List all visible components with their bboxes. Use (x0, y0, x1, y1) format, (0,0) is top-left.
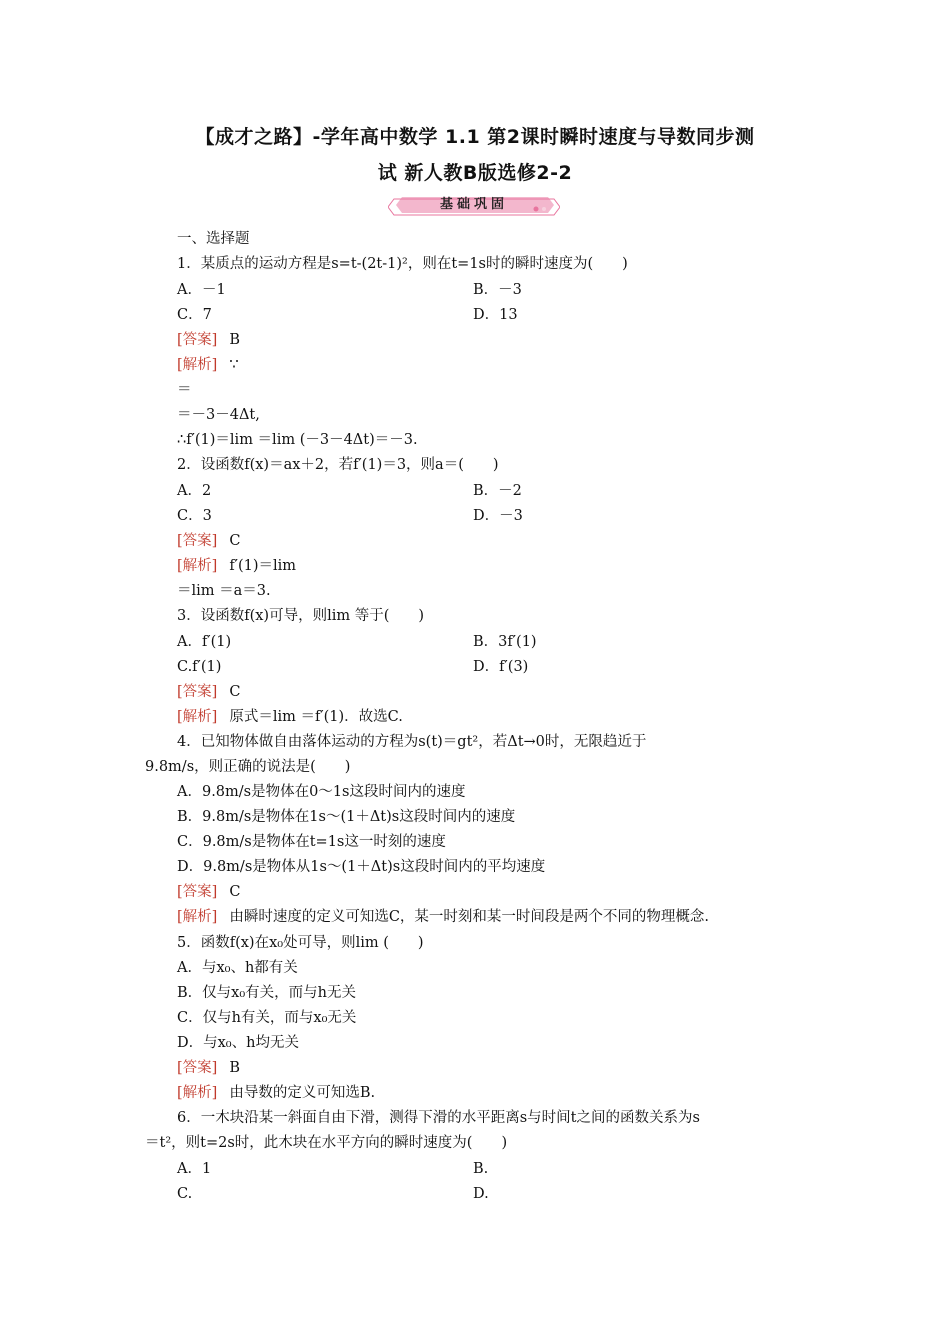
question-1-analysis-2: ＝ (177, 382, 192, 398)
answer-tag: [答案] (177, 332, 218, 348)
question-4-option-a: A．9.8m/s是物体在0～1s这段时间内的速度 (177, 784, 466, 800)
question-4-option-d: D．9.8m/s是物体从1s～(1＋Δt)s这段时间内的平均速度 (177, 859, 546, 875)
answer-tag: [答案] (177, 533, 218, 549)
question-1-analysis-1: ∵ (229, 357, 239, 373)
question-4-option-b: B．9.8m/s是物体在1s～(1＋Δt)s这段时间内的速度 (177, 809, 516, 825)
question-3-option-a: A．f′(1) (177, 634, 232, 650)
answer-tag: [答案] (177, 1060, 218, 1076)
question-5-answer: B (229, 1060, 240, 1076)
question-2-stem: 2．设函数f(x)＝ax＋2，若f′(1)＝3，则a＝( ) (177, 457, 499, 473)
question-2-answer: C (229, 533, 241, 549)
question-2-analysis-2: ＝lim ＝a＝3. (177, 583, 271, 599)
analysis-tag: [解析] (177, 1085, 218, 1101)
question-1-stem: 1．某质点的运动方程是s=t-(2t-1)²，则在t=1s时的瞬时速度为( ) (177, 256, 628, 272)
question-2-option-a: A．2 (177, 483, 212, 499)
question-3-answer: C (229, 684, 241, 700)
question-5-option-d: D．与x₀、h均无关 (177, 1035, 299, 1051)
question-2-option-c: C．3 (177, 508, 212, 524)
document-title-line2: 试 新人教B版选修2-2 (377, 162, 573, 184)
question-1-option-c: C．7 (177, 307, 212, 323)
analysis-tag: [解析] (177, 558, 218, 574)
question-6-option-c: C. (177, 1186, 193, 1202)
question-3-option-b: B．3f′(1) (473, 634, 537, 650)
section-banner (388, 195, 560, 217)
question-4-stem-line2: 9.8m/s，则正确的说法是( ) (145, 759, 351, 775)
question-1-option-a: A．－1 (177, 282, 226, 298)
answer-tag: [答案] (177, 684, 218, 700)
question-2-analysis-1: f′(1)＝lim (229, 558, 297, 574)
question-1-answer-line (177, 330, 240, 350)
question-2-option-b: B．－2 (473, 483, 522, 499)
answer-tag: [答案] (177, 884, 218, 900)
question-3-option-c: C.f′(1) (177, 659, 222, 675)
question-3-stem: 3．设函数f(x)可导，则lim 等于( ) (177, 608, 425, 624)
question-2-analysis-line (177, 556, 296, 576)
question-3-option-d: D．f′(3) (473, 659, 529, 675)
question-1-analysis-3: ＝－3－4Δt, (177, 407, 260, 423)
question-6-stem-line2: ＝t²，则t=2s时，此木块在水平方向的瞬时速度为( ) (145, 1135, 508, 1151)
question-3-analysis-line (177, 707, 403, 727)
question-4-option-c: C．9.8m/s是物体在t=1s这一时刻的速度 (177, 834, 446, 850)
question-1-analysis-4: ∴f′(1)＝lim ＝lim (－3－4Δt)＝－3. (177, 432, 418, 448)
question-2-answer-line (177, 531, 240, 551)
question-1-option-d: D．13 (473, 307, 518, 323)
analysis-tag: [解析] (177, 909, 218, 925)
analysis-tag: [解析] (177, 709, 218, 725)
question-5-stem: 5．函数f(x)在x₀处可导，则lim ( ) (177, 935, 424, 951)
section-heading: 一、选择题 (177, 231, 250, 247)
question-5-analysis-1: 由导数的定义可知选B. (229, 1085, 376, 1101)
question-6-option-a: A．1 (177, 1161, 212, 1177)
question-5-option-c: C．仅与h有关，而与x₀无关 (177, 1010, 357, 1026)
question-4-answer-line (177, 882, 240, 902)
question-6-option-b: B. (473, 1161, 489, 1177)
question-1-answer: B (229, 332, 240, 348)
question-5-answer-line (177, 1058, 240, 1078)
question-6-stem-line1: 6．一木块沿某一斜面自由下滑，测得下滑的水平距离s与时间t之间的函数关系为s (177, 1110, 700, 1126)
question-6-option-d: D. (473, 1186, 489, 1202)
question-3-answer-line (177, 682, 240, 702)
question-4-analysis-line (177, 907, 709, 927)
question-4-answer: C (229, 884, 241, 900)
question-5-analysis-line (177, 1083, 375, 1103)
question-1-analysis-line (177, 355, 239, 375)
question-5-option-b: B．仅与x₀有关，而与h无关 (177, 985, 356, 1001)
question-2-option-d: D．－3 (473, 508, 523, 524)
question-4-stem-line1: 4．已知物体做自由落体运动的方程为s(t)＝gt²，若Δt→0时，无限趋近于 (177, 734, 647, 750)
question-4-analysis-1: 由瞬时速度的定义可知选C，某一时刻和某一时间段是两个不同的物理概念. (229, 909, 710, 925)
section-banner-label: 基础巩固 (439, 197, 508, 212)
question-1-option-b: B．－3 (473, 282, 522, 298)
question-5-option-a: A．与x₀、h都有关 (177, 960, 298, 976)
analysis-tag: [解析] (177, 357, 218, 373)
document-title-line1: 【成才之路】-学年高中数学 1.1 第2课时瞬时速度与导数同步测 (195, 126, 755, 148)
question-3-analysis-1: 原式＝lim ＝f′(1)．故选C. (229, 709, 403, 725)
